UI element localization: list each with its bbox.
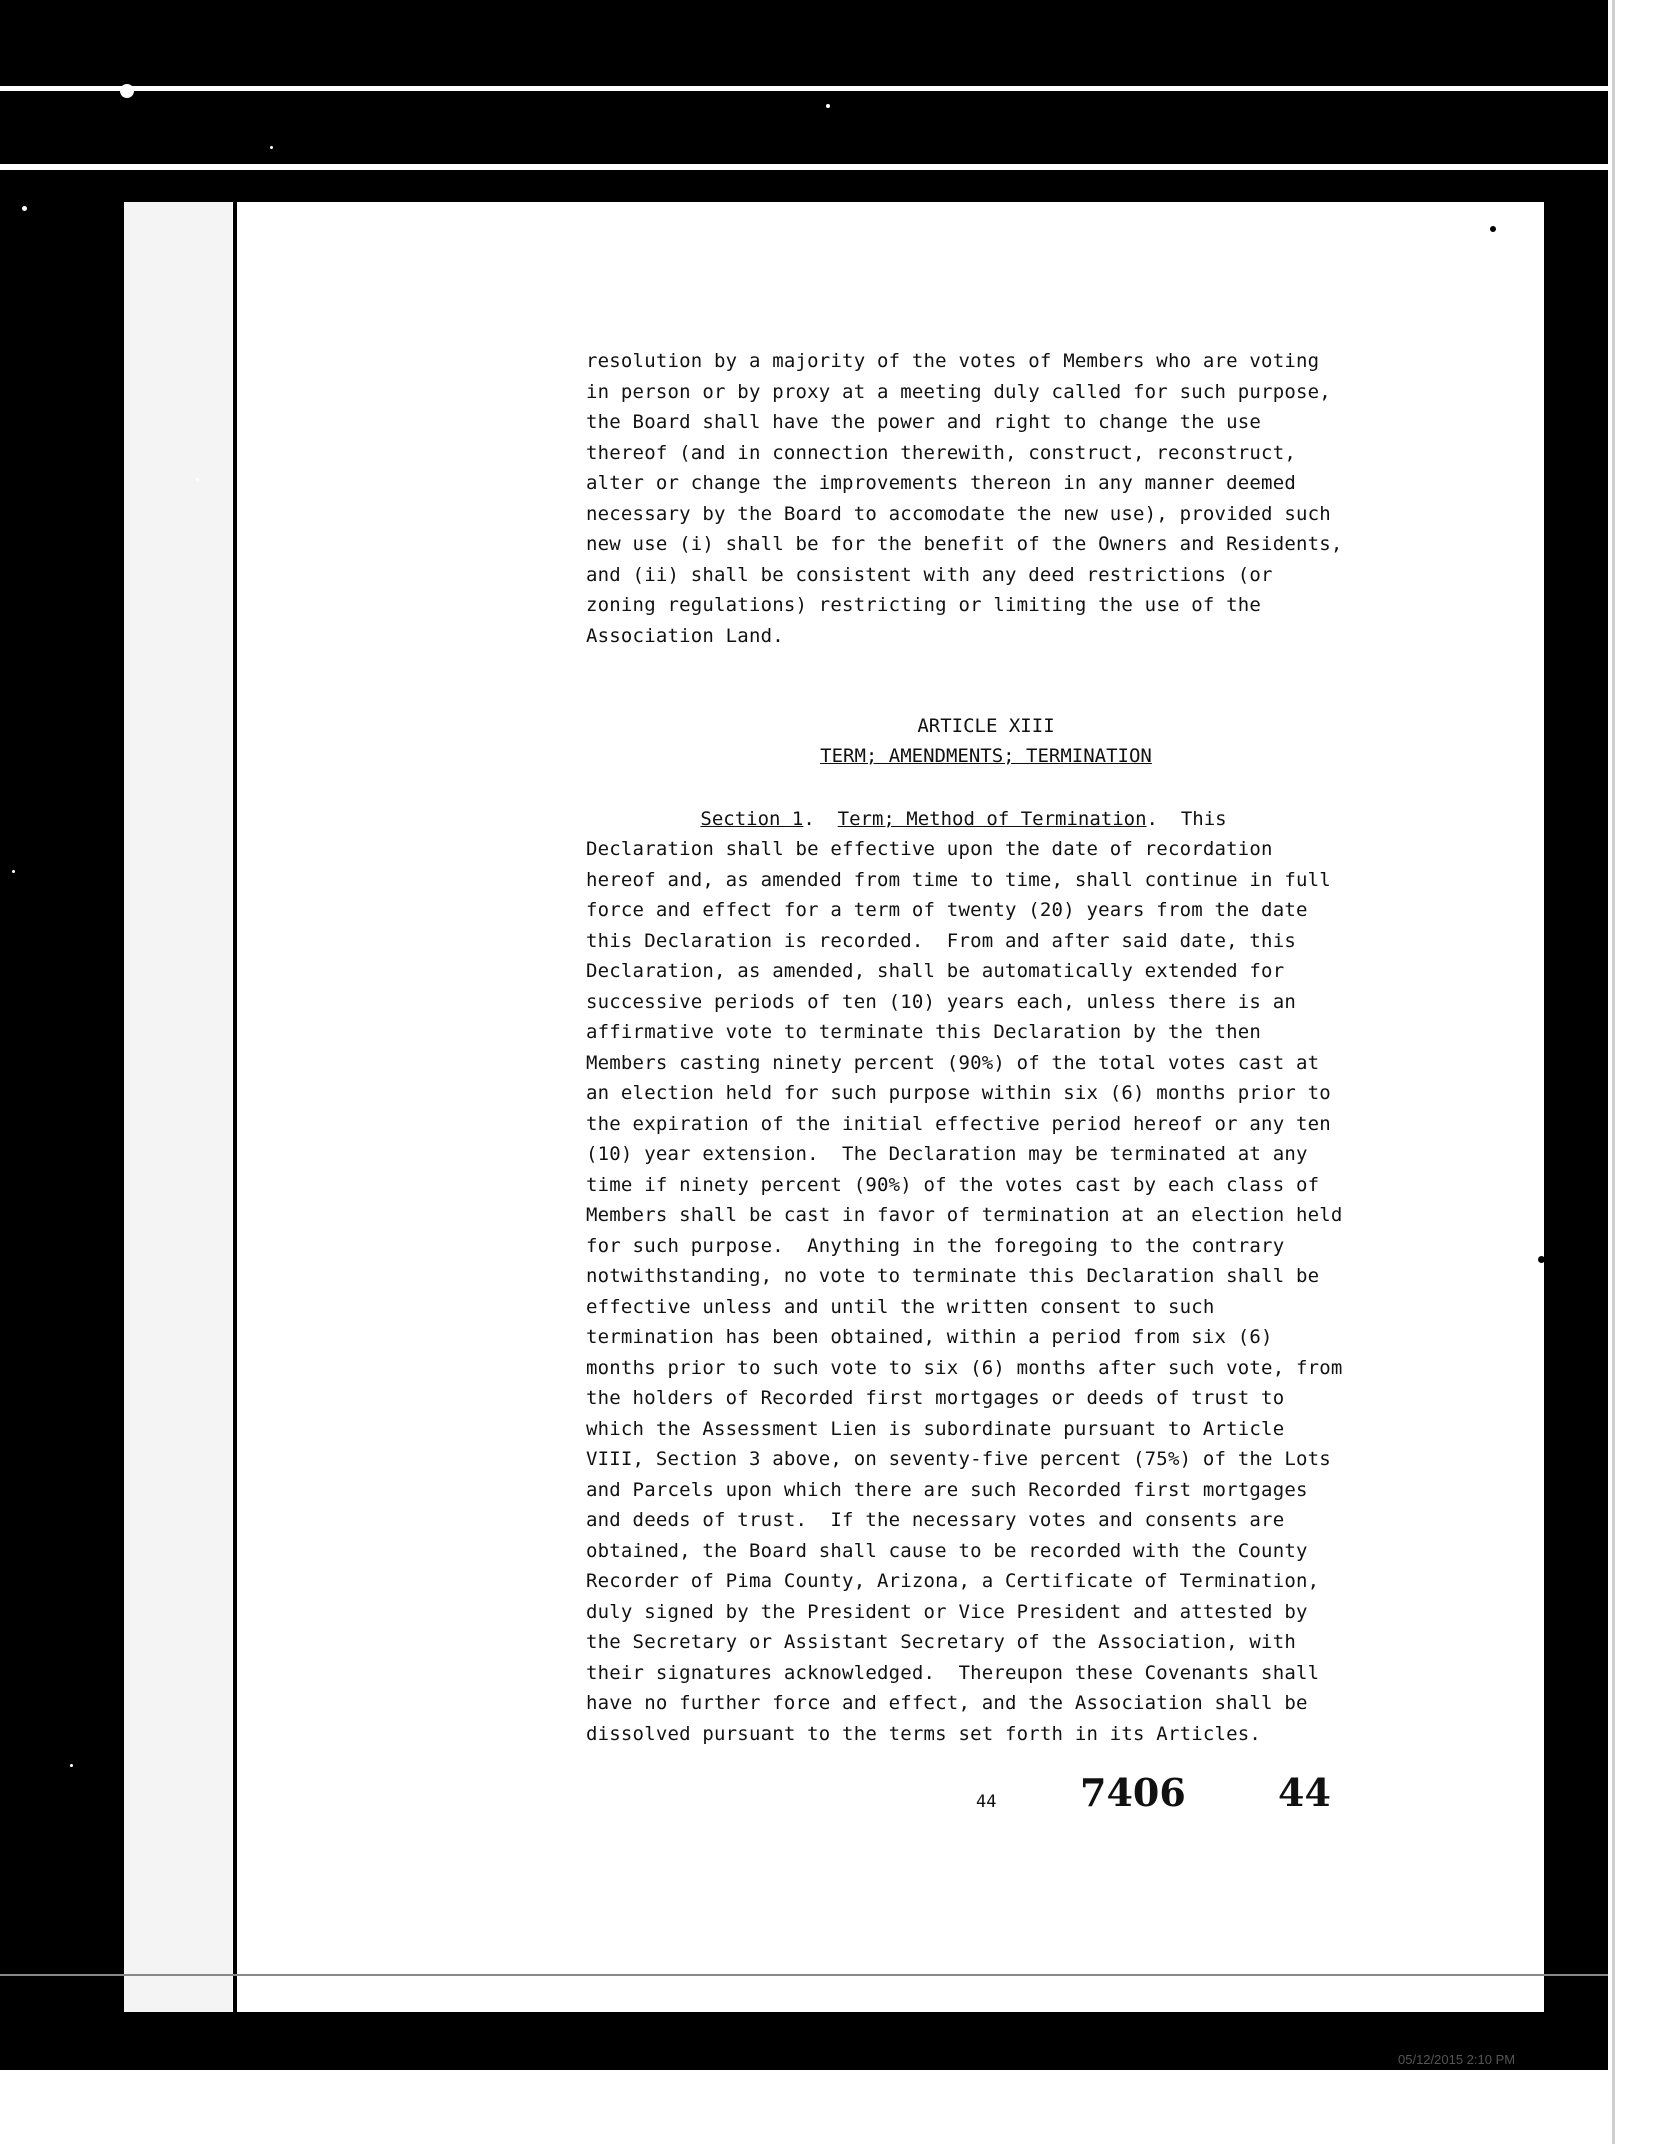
paragraph-line: VIII, Section 3 above, on seventy-five percent (75%) of the Lots: [586, 1448, 1331, 1470]
scan-speck: [270, 146, 273, 149]
paragraph-line: Members shall be cast in favor of termination at an election held: [586, 1204, 1343, 1226]
paragraph-line: affirmative vote to terminate this Declaration by the then: [586, 1021, 1262, 1043]
page-number-large: 44: [1278, 1770, 1331, 1815]
paragraph-line: termination has been obtained, within a period from six (6): [586, 1326, 1273, 1348]
paragraph-line: zoning regulations) restricting or limiting the use of the: [586, 594, 1262, 616]
scan-speck: [1490, 226, 1496, 232]
paragraph-line: for such purpose. Anything in the foregoing to the contrary: [586, 1234, 1285, 1257]
scan-speck: [120, 84, 134, 98]
paragraph-line: resolution by a majority of the votes of Members who are voting: [586, 350, 1320, 372]
paragraph-line: the Secretary or Assistant Secretary of the Association, with: [586, 1631, 1296, 1653]
paragraph-line: Declaration shall be effective upon the date of recordation: [586, 838, 1273, 860]
scan-speck: [22, 206, 27, 211]
article-title: TERM; AMENDMENTS; TERMINATION: [820, 745, 1152, 767]
scan-speck: [196, 478, 199, 481]
paragraph-line: obtained, the Board shall cause to be recorded with the County: [586, 1539, 1308, 1562]
paragraph-line: the Board shall have the power and right to change the use: [586, 411, 1262, 433]
recording-stamp-number: 7406: [1080, 1770, 1186, 1815]
paragraph-line: duly signed by the President or Vice President and attested by: [586, 1600, 1308, 1623]
paragraph-line: Members casting ninety percent (90%) of the total votes cast at: [586, 1051, 1320, 1074]
section-title: Term; Method of Termination: [837, 808, 1147, 830]
paragraph-line: force and effect for a term of twenty (20) years from the date: [586, 899, 1308, 921]
paragraph-line: and Parcels upon which there are such Recorded first mortgages: [586, 1478, 1308, 1501]
scan-speck: [12, 870, 15, 873]
top-paragraph: [586, 346, 1406, 651]
section-label: Section 1: [700, 808, 804, 830]
paragraph-line: Recorder of Pima County, Arizona, a Certificate of Termination,: [586, 1570, 1320, 1592]
article-number: ARTICLE XIII: [917, 715, 1055, 737]
paragraph-line: dissolved pursuant to the terms set forth in its Articles.: [586, 1722, 1262, 1745]
main-paragraph: [586, 834, 1406, 1749]
paragraph-line: the holders of Recorded first mortgages or deeds of trust to: [586, 1387, 1285, 1409]
paragraph-line: an election held for such purpose within six (6) months prior to: [586, 1082, 1331, 1104]
scan-speck: [70, 1764, 73, 1767]
paragraph-line: which the Assessment Lien is subordinate pursuant to Article: [586, 1417, 1285, 1440]
scan-speck: [826, 104, 830, 108]
paragraph-line: Association Land.: [586, 624, 784, 647]
binding-edge-line: [233, 202, 237, 2012]
paragraph-line: the expiration of the initial effective period hereof or any ten: [586, 1112, 1331, 1135]
paragraph-line: this Declaration is recorded. From and after said date, this: [586, 929, 1296, 952]
paragraph-line: months prior to such vote to six (6) months after such vote, from: [586, 1356, 1343, 1379]
paragraph-line: effective unless and until the written consent to such: [586, 1295, 1215, 1318]
scan-speck: [1538, 1256, 1545, 1263]
paragraph-line: necessary by the Board to accomodate the new use), provided such: [586, 502, 1331, 525]
scan-timestamp: 05/12/2015 2:10 PM: [1398, 2052, 1516, 2067]
scan-edge-line: [1612, 0, 1615, 2144]
paragraph-line: (10) year extension. The Declaration may be terminated at any: [586, 1143, 1308, 1165]
paragraph-line: and deeds of trust. If the necessary votes and consents are: [586, 1509, 1285, 1531]
paragraph-line: Declaration, as amended, shall be automatically extended for: [586, 960, 1285, 982]
paragraph-line: their signatures acknowledged. Thereupon these Covenants shall: [586, 1661, 1320, 1684]
paragraph-line: thereof (and in connection therewith, construct, reconstruct,: [586, 441, 1296, 464]
paragraph-line: have no further force and effect, and the Association shall be: [586, 1692, 1308, 1714]
scan-right-margin: [1608, 0, 1664, 2144]
paragraph-line: notwithstanding, no vote to terminate this Declaration shall be: [586, 1265, 1320, 1287]
page-number-small: 44: [976, 1792, 997, 1812]
scan-top-rule: [0, 86, 1608, 91]
paragraph-line: successive periods of ten (10) years each, unless there is an: [586, 990, 1296, 1013]
page-left-margin: [124, 202, 232, 2012]
paragraph-line: and (ii) shall be consistent with any deed restrictions (or: [586, 563, 1273, 586]
paragraph-line: hereof and, as amended from time to time, shall continue in full: [586, 868, 1331, 891]
paragraph-line: alter or change the improvements thereon in any manner deemed: [586, 472, 1296, 494]
scan-bottom-rule: [0, 1974, 1608, 1976]
scan-top-rule-lower: [0, 164, 1608, 170]
section-heading: Section 1. Term; Method of Termination. This: [700, 808, 1227, 830]
paragraph-line: time if ninety percent (90%) of the votes cast by each class of: [586, 1173, 1320, 1196]
paragraph-line: new use (i) shall be for the benefit of the Owners and Residents,: [586, 533, 1343, 555]
paragraph-line: in person or by proxy at a meeting duly called for such purpose,: [586, 380, 1331, 403]
section-lead: This: [1180, 808, 1227, 830]
